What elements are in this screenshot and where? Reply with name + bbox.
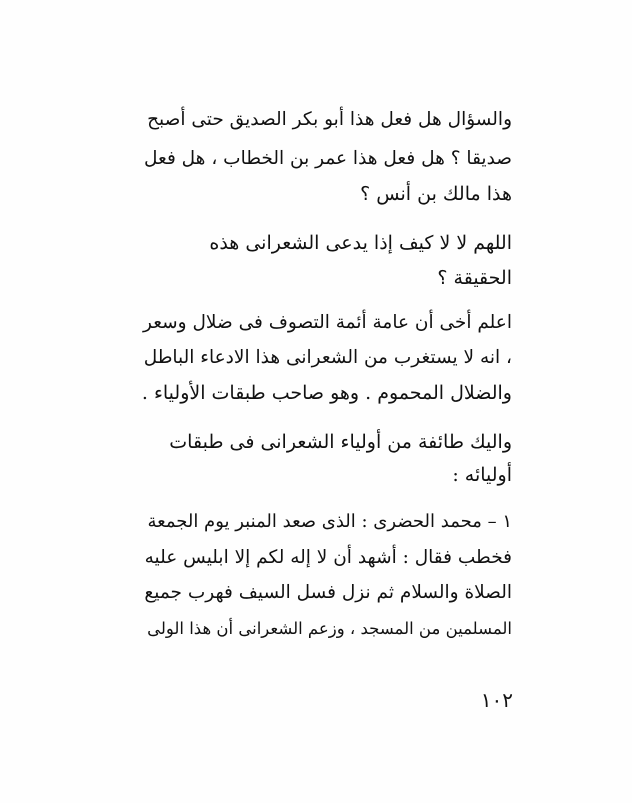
paragraph-5-line-4: المسلمين من المسجد ، وزعم الشعرانى أن هذا الولى <box>147 619 512 638</box>
paragraph-3-line-3: والضلال المحموم . وهو صاحب طبقات الأولياء . <box>141 382 512 404</box>
paragraph-5-line-3: الصلاة والسلام ثم نزل فسل السيف فهرب جميع <box>144 582 512 603</box>
paragraph-1-line-2: صديقا ؟ هل فعل هذا عمر بن الخطاب ، هل فعل <box>144 148 512 169</box>
page-number: ١٠٢ <box>480 688 513 712</box>
paragraph-1-line-1: والسؤال هل فعل هذا أبو بكر الصديق حتى أصبح <box>147 109 512 130</box>
paragraph-4-line-1: واليك طائفة من أولياء الشعرانى فى طبقات <box>169 431 512 453</box>
paragraph-3-line-1: اعلم أخى أن عامة أئمة التصوف فى ضلال وسعر <box>143 312 512 333</box>
paragraph-4-line-2: أوليائه : <box>452 464 512 486</box>
paragraph-1-line-3: هذا مالك بن أنس ؟ <box>360 183 512 205</box>
paragraph-5-line-2: فخطب فقال : أشهد أن لا إله لكم إلا ابليس عليه <box>144 547 512 568</box>
paragraph-2-line-2: الحقيقة ؟ <box>437 267 512 289</box>
paragraph-3-line-2: ، انه لا يستغرب من الشعرانى هذا الادعاء الباطل <box>143 347 512 368</box>
paragraph-5-line-1: ١ – محمد الحضرى : الذى صعد المنبر يوم الجمعة <box>147 511 512 532</box>
paragraph-2-line-1: اللهم لا لا كيف إذا يدعى الشعرانى هذه <box>209 232 512 254</box>
